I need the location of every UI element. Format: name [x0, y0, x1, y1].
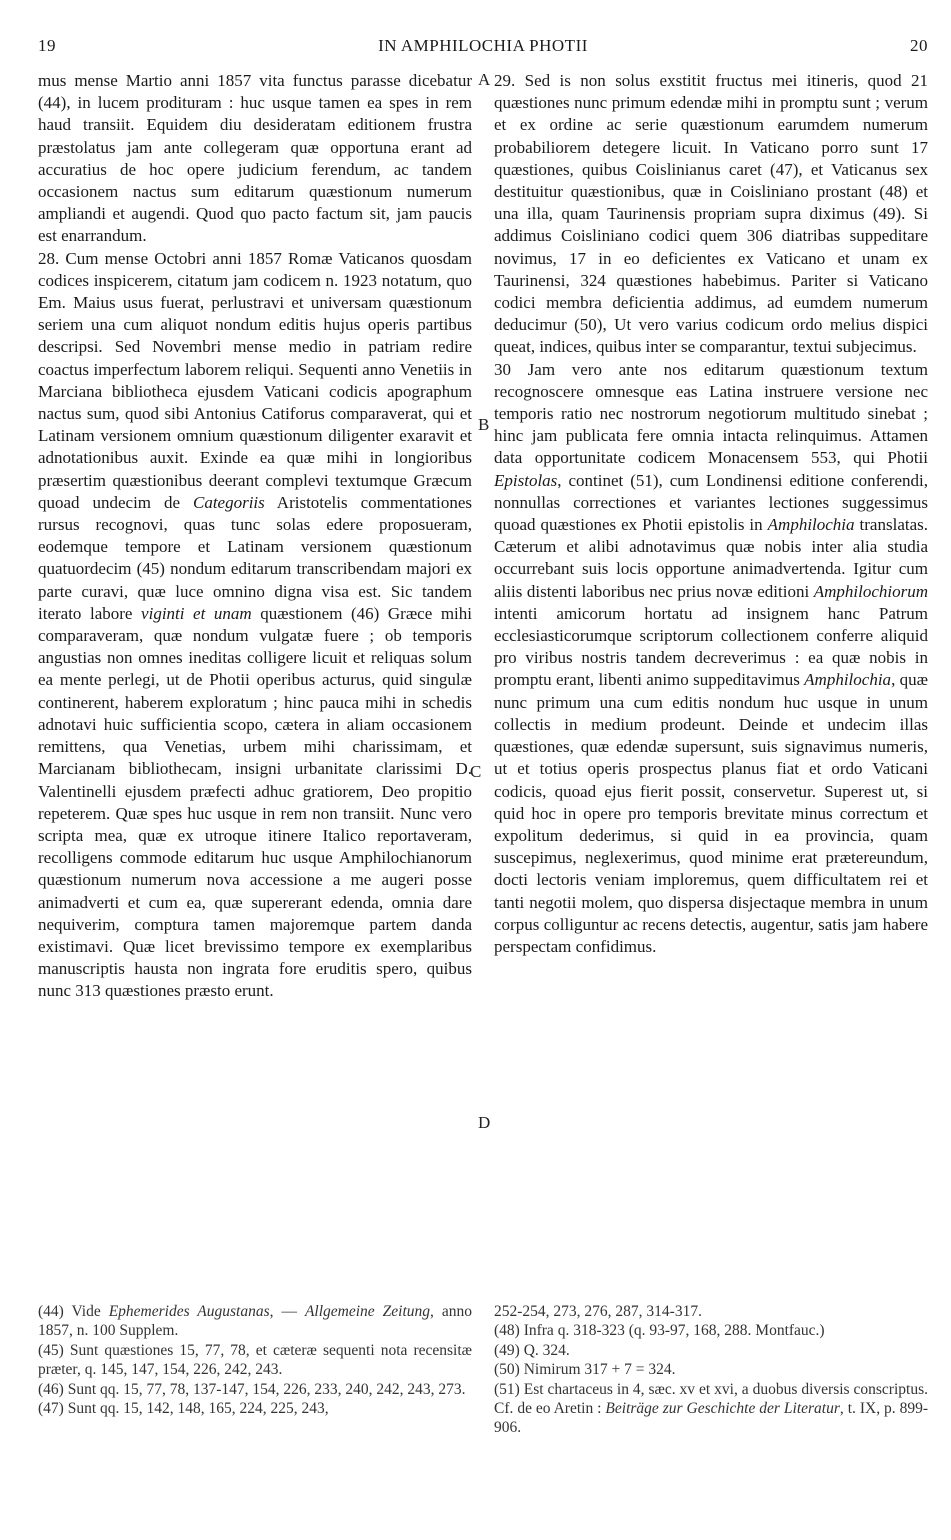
footnote-49: (49) Q. 324. — [494, 1341, 570, 1359]
left-text-column — [38, 70, 472, 1003]
right-text-column — [494, 70, 928, 958]
margin-marker-b: B — [478, 415, 490, 434]
page-number-right: 20 — [910, 36, 928, 55]
running-header — [38, 36, 928, 62]
footnotes-right — [494, 1302, 928, 1438]
footnote-45: (45) Sunt quæstiones 15, 77, 78, et cæteræ sequenti nota recensitæ præter, q. 145, 147, 154, 226, 242, 243. — [38, 1341, 472, 1379]
footnotes-left — [38, 1302, 472, 1418]
footnote-47: (47) Sunt qq. 15, 142, 148, 165, 224, 225, 243, — [38, 1400, 329, 1418]
footnote-46: (46) Sunt qq. 15, 77, 78, 137-147, 154, 226, 233, 240, 242, 243, 273. — [38, 1380, 466, 1398]
margin-marker-a: A — [478, 70, 491, 89]
page-number-left: 19 — [38, 36, 56, 55]
footnote-48: (48) Infra q. 318-323 (q. 93-97, 168, 288. Montfauc.) — [494, 1322, 825, 1340]
paragraph-28: 28. Cum mense Octobri anni 1857 Romæ Vaticanos quosdam codices inspicerem, citatum jam codicem n. 1923 notatum, quo Em. Maius usus fuerat, perlustravi et universam quæstionum seriem una cum aliquot nondum editis hujus operis partibus descripsi. Sed Novembri mense medio in patriam redire coactus imperfectum laborem reliqui. Sequenti anno Venetiis in Marciana bibliotheca ejusdem Vaticani codicis apographum nactus sum, quod sibi Antonius Catiforus comparaverat, qui et Latinam versionem omnium quæstionum diligenter exaravit et adnotationibus auxit. Exinde ea quæ mihi in longioribus præsertim quæstionibus deerant complevi textumque Græcum quoad undecim de Categoriis Aristotelis commentationes rursus recognovi, quas tunc solas edere proposueram, eodemque tempore et Latinam versionem quæstionum quatuordecim (45) nondum editarum transcribendam majori ex parte curavi, quæ luce omnino digna visa est. Sic tandem iterato labore viginti et unam quæstionem (46) Græce mihi comparaveram, quæ nondum vulgatæ fuere ; ob temporis angustias non omnes ineditas colligere licuit et reliquas solum ea mente perlegi, ut de Photii operibus acturus, quid singulæ continerent, haberem exploratum ; hinc pauca mihi in schedis adnotavi huic sufficientia scopo, cætera in aliam occasionem remittens, qua Venetias, urbem mihi charissimam, et Marcianam bibliothecam, insigni urbanitate clarissimi D. Valentinelli ejusdem præfecti adhuc gratiorem, Deo propitio repeterem. Quæ spes huc usque in rem non transiit. Nunc vero scripta mea, quæ ex utroque itinere Italico reportaveram, recolligens commode editarum huc usque Amphilochianorum quæstionum numerum nova accessione a me augeri posse animadverti et cum ea, quæ supererant edenda, omnia dare nequiverim, compturа tamen majoremque partem danda existimavi. Quæ licet brevissimo tempore ex exemplaribus manuscriptis hausta non ingrata fore eruditis spero, quibus nunc 313 quæstiones præsto erunt. — [38, 248, 473, 1001]
running-title: IN AMPHILOCHIA PHOTII — [378, 36, 588, 55]
footnote-47-continued: 252-254, 273, 276, 287, 314-317. — [494, 1303, 702, 1320]
paragraph-30: 30 Jam vero ante nos editarum quæstionum textum recognoscere omnesque eas Latina instruere versione nec temporis ratio nec nostrorum negotiorum multitudo sinebat ; hinc jam publicata fere omnia intacta relinquimus. Attamen data opportunitate codicem Monacensem 553, qui Photii Epistolas, continet (51), cum Londinensi editione conferendi, nonnullas correctiones et variantes lectiones suggessimus quoad quæstiones ex Photii epistolis in Amphilochia translatas. Cæterum et alibi adnotavimus quæ nobis inter alia studia occurrebant suis locis opportune animadvertenda. Igitur cum aliis distenti laboribus nec prius novæ editioni Amphilochiorum intenti amicorum hortatu ad insignem hanc Patrum ecclesiasticorumque scriptorum collectionem conferre aliquid pro viribus nostris tandem decreverimus : ea quæ nobis in promptu erant, libenti animo suppeditavimus Amphilochia, quæ nunc primum una cum editis nondum huc usque in unum collectis in medium prodeunt. Deinde et undecim illas quæstiones, quæ edendæ supersunt, suis signavimus numeris, ut et totius operis prospectus planus fiat et ordo Vaticani codicis, quoad ejus fierit possit, conservetur. Superest ut, si quid hoc in opere pro temporis brevitate minus correctum et expolitum dederimus, si quid in ea provincia, quam suscepimus, neglexerimus, quod minime erat prætereundum, docti lectoris veniam imploremus, quem difficultatem rei et tanti negotii molem, quo dispersa disjectaque membra in unum corpus colliguntur ac recens detectis, augentur, satis jam habere perspectam confidimus. — [494, 359, 928, 956]
paragraph-intro: mus mense Martio anni 1857 vita functus parasse dicebatur (44), in lucem prodituram : huc usque tamen ea spes in rem haud transiit. Equidem diu desideratam editionem frustra præstolatus jam ante collegeram quæ opportuna erant ad accuratius de hoc opere judicium ferendum, ac tandem occasionem nactus sum editarum quæstionum numerum ampliandi et augendi. Quod quo pacto factum sit, jam paucis est enarrandum. — [38, 71, 472, 246]
footnote-50: (50) Nimirum 317 + 7 = 324. — [494, 1361, 676, 1379]
footnote-44: (44) Vide Ephemerides Augustanas, — Allgemeine Zeitung, anno 1857, n. 100 Supplem. — [38, 1303, 472, 1340]
paragraph-29: 29. Sed is non solus exstitit fructus mei itineris, quod 21 quæstiones nunc primum edendæ mihi in promptu sunt ; verum et ex ordine ac serie quæstionum earumdem numerum probabiliorem detegere licuit. In Vaticano porro sunt 17 quæstiones, quibus Coislinianus caret (47), et Vaticanus sex destituitur quæstionibus, quæ in Coisliniano prostant (48) et una illa, quam Taurinensis propriam supra diximus (49). Si addimus Coisliniano codici quem 306 diatribas suppeditare novimus, 17 in eo deficientes ex Vaticano et unam ex Taurinensi, 324 quæstiones habebimus. Pariter si Vaticano codici membra deficientia addimus, ad eumdem numerum deducimur (50), Ut vero varius codicum ordo melius dispici queat, indices, quibus inter se comparantur, textui subjecimus. — [494, 71, 928, 357]
footnote-51: (51) Est chartaceus in 4, sæc. xv et xvi, a duobus diversis conscriptus. Cf. de eo Aretin : Beiträge zur Geschichte der Literatur, t. IX, p. 899-906. — [494, 1380, 928, 1437]
margin-marker-d: D — [478, 1113, 491, 1132]
margin-marker-c: C — [470, 762, 482, 781]
